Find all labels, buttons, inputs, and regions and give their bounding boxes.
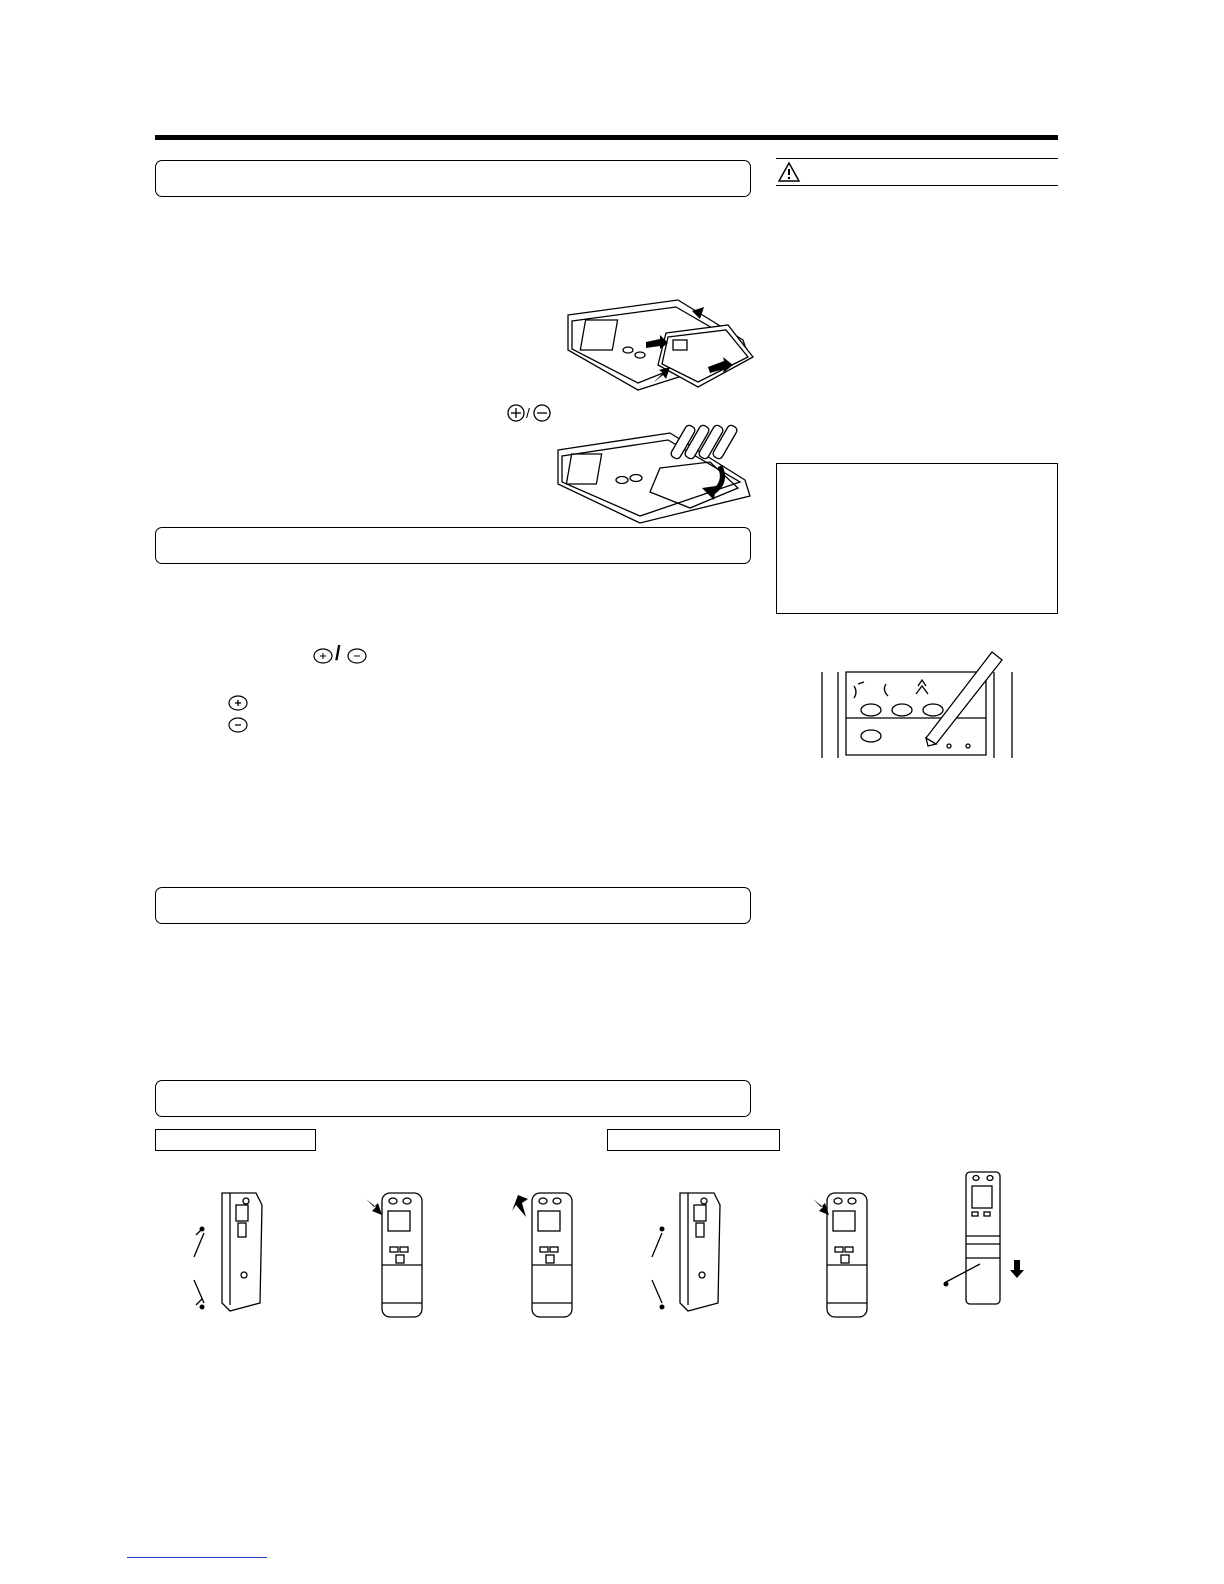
remote-remove-illustration [510, 1185, 580, 1325]
polarity-label [507, 403, 555, 423]
plus-button-icon [228, 695, 248, 711]
minus-button-icon [228, 717, 248, 733]
remote-insert-illustration-2 [805, 1185, 875, 1325]
plus-button-icon [313, 646, 333, 666]
battery-cover-removal-illustration [558, 295, 758, 395]
polarity-separator: / [526, 405, 530, 421]
remote-slide-down-illustration [940, 1168, 1030, 1318]
tab-label-right [607, 1129, 780, 1151]
section-heading-box-3 [155, 887, 751, 924]
minus-polarity-icon [533, 404, 551, 422]
header-rule [155, 135, 1058, 140]
note-box [776, 463, 1058, 614]
section-heading-box-2 [155, 527, 751, 564]
warning-triangle-icon [778, 162, 800, 182]
warning-header [776, 158, 1058, 186]
remote-insert-illustration-1 [360, 1185, 430, 1325]
holder-mount-illustration-2 [648, 1185, 728, 1325]
battery-insertion-illustration [550, 418, 755, 528]
minus-button-icon [347, 646, 367, 666]
adjust-buttons-label [313, 645, 369, 667]
footnote-rule [127, 1557, 267, 1558]
reset-button-illustration [818, 650, 1018, 765]
section-heading-box-4 [155, 1080, 751, 1117]
plus-polarity-icon [507, 404, 525, 422]
adjust-separator: / [335, 643, 341, 665]
holder-mount-illustration-1 [190, 1185, 270, 1325]
section-heading-box-1 [155, 160, 751, 197]
tab-label-left [155, 1129, 316, 1151]
